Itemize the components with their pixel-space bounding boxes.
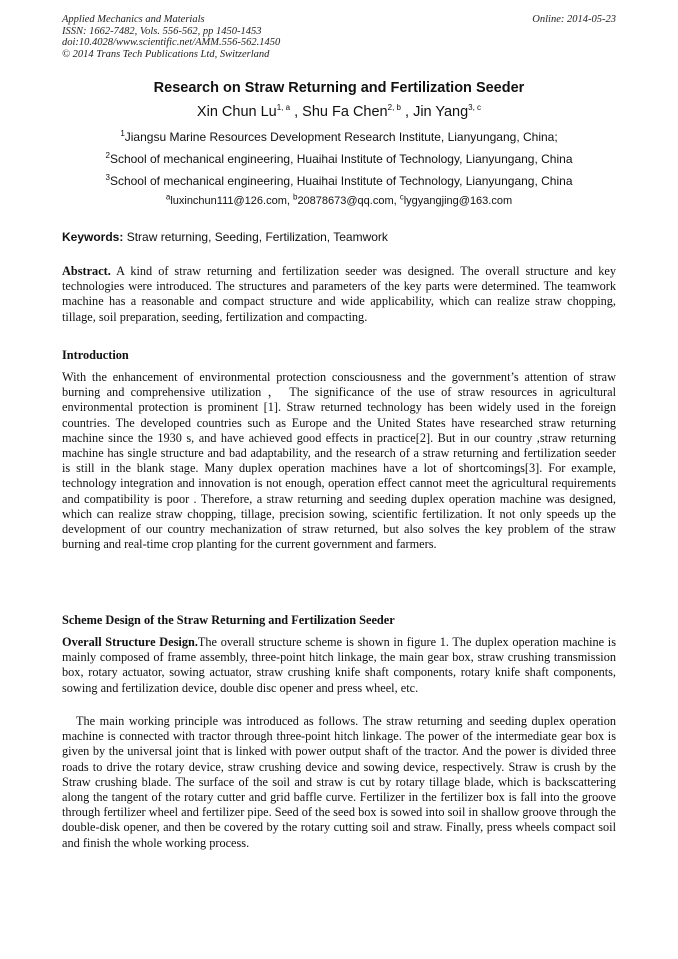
author-sup: 3, c [468,103,482,113]
author-sup: 2, b [387,103,401,113]
author-name: Jin Yang [413,104,469,120]
author-name: Shu Fa Chen [302,104,388,120]
paper-title: Research on Straw Returning and Fertilization Seeder [153,80,525,96]
copyright-line: © 2014 Trans Tech Publications Ltd, Switzerland [62,48,270,60]
keywords-label: Keywords: [62,230,124,244]
scheme-paragraph-2: The main working principle was introduced as follows. The straw returning and seeding duplex operation machine is connected with tractor through three-point hitch linkage. The power of the intermediate gear box is given by the universal joint that is linked with power output shaft of the tractor. And the power is divided three roads to drive the rotary device, straw crushing device and sowing device, respectively. Straw is crush by the Straw crushing blade. The surface of the soil and straw is cut by rotary tillage blade, which is backscattering along the tangent of the rotary cutter and grid baffle curve. Fertilizer in the fertilizer box is fall into the groove through fertilizer wheel and fertilizer pipe. Seed of the seed box is sowed into soil in shallow groove through the double-disk opener, and then be covered by the rotary cutting soil and straw. Finally, press wheels compact soil and finish the whole working process. [62,714,616,850]
affiliation-3 [62,174,616,188]
email-sup: c [399,192,404,202]
scheme-heading: Scheme Design of the Straw Returning and Fertilization Seeder [62,613,395,627]
author-sup: 1, a [276,103,291,113]
email-sup: a [165,192,171,202]
affiliation-2 [62,152,616,166]
abstract [62,264,616,325]
online-date: Online: 2014-05-23 [532,14,616,25]
journal-header [62,14,616,60]
affiliation-sup: 3 [105,173,110,182]
affiliation-text: School of mechanical engineering, Huaihai Institute of Technology, Lianyungang, China [109,174,573,188]
author-separator: , [400,104,414,120]
introduction-text: With the enhancement of environmental protection consciousness and the government’s attention of straw burning and comprehensive utilization ， The significance of the use of straw resources in agricultural environmental protection is prominent [1]. Straw returned technology has been widely used in the foreign countries. The developed countries such as Europe and the United States have researched straw returning machine since the 1930 s, and have achieved good effects in practice[2]. But in our country ,straw returning machine has single structure and bad adaptability, and the research of a straw returning and fertilization seeder is still in the blank stage. Many duplex operation machines have a lot of shortcomings[3]. For example, technology integration and innovation is not enough, operation effect cannot meet the agricultural requirements and compatibility is poor . Therefore, a straw returning and seeding duplex operation machine was designed, which can realize straw chopping, tillage, precision sowing, scientific fertilization. It not only speeds up the development of our country mechanization of straw returned, but also solves the key problem of the straw burning and real-time crop planting for the current government and farmers. [62,370,616,552]
affiliation-1 [62,130,616,144]
affiliation-sup: 1 [120,129,125,138]
overall-structure-heading: Overall Structure Design. [62,635,198,649]
issn-line: ISSN: 1662-7482, Vols. 556-562, pp 1450-1453 [62,25,262,37]
keywords-text: Straw returning, Seeding, Fertilization, Teamwork [123,230,388,244]
affiliation-text: School of mechanical engineering, Huaihai Institute of Technology, Lianyungang, China [109,152,573,166]
affiliation-text: Jiangsu Marine Resources Development Research Institute, Lianyungang, China; [124,130,558,144]
email-address[interactable]: 20878673@qq.com, [297,195,400,207]
author-separator: , [290,104,303,120]
email-address[interactable]: lygyangjing@163.com [403,195,513,207]
email-address[interactable]: luxinchun111@126.com, [170,195,293,207]
author-list [62,104,616,120]
email-sup: b [292,192,298,202]
author-name: Xin Chun Lu [196,104,277,120]
scheme-paragraph-1 [62,635,616,696]
doi-line: doi:10.4028/www.scientific.net/AMM.556-562.1450 [62,37,281,48]
keywords [62,230,616,244]
abstract-text: A kind of straw returning and fertilization seeder was designed. The overall structure and key technologies were introduced. The structures and parameters of the key parts were determined. The teamwork machine has a reasonable and compact structure and wide applicability, which can realize straw chopping, tillage, soil preparation, seeding, fertilization and compacting. [62,264,616,324]
journal-name: Applied Mechanics and Materials [62,14,205,25]
scheme-paragraph-1-text: The overall structure scheme is shown in figure 1. The duplex operation machine is mainly composed of frame assembly, three-point hitch linkage, the main gear box, straw crushing transmission box, rotary actuator, sowing actuator, straw crushing knife shaft components, rotary knife shaft components, sowing and fertilization device, double disc opener and press wheel, etc. [62,635,616,695]
introduction-heading: Introduction [62,348,129,362]
abstract-label: Abstract. [62,264,111,278]
affiliation-sup: 2 [105,151,110,160]
email-line [62,192,616,207]
